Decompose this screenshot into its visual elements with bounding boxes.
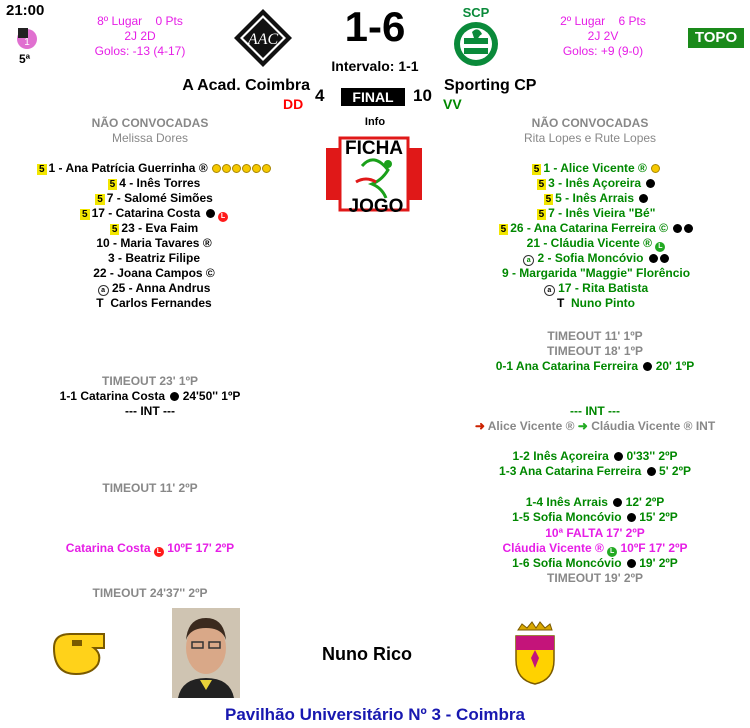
goal-ball-icon — [643, 362, 652, 371]
player-name: 17 - Catarina Costa — [91, 206, 201, 220]
player-name: 25 - Anna Andrus — [111, 281, 211, 295]
competition-badge-icon — [12, 24, 42, 50]
goal-time: 19' 2ºP — [639, 556, 678, 570]
match-status-badge: FINAL — [341, 88, 405, 106]
goal-ball-icon — [647, 467, 656, 476]
away-foul-event: 10ª FALTA 17' 2ºP — [545, 526, 645, 540]
home-interval: --- INT --- — [125, 404, 175, 418]
starter-badge: 5 — [97, 194, 103, 205]
coimbra-city-crest-icon — [512, 620, 558, 686]
card-time: 10ºF 17' 2ºP — [167, 541, 235, 555]
away-record: 2J 2V — [587, 29, 619, 43]
goal-icon — [262, 164, 271, 173]
starter-badge: 5 — [538, 209, 545, 220]
starter-badge: 5 — [500, 224, 507, 235]
home-absent-names: Melissa Dores — [111, 131, 189, 145]
captain-icon: a — [98, 285, 109, 296]
starter-badge: 5 — [545, 194, 552, 205]
home-goals: Golos: -13 (4-17) — [94, 44, 186, 58]
away-goal-1 — [460, 359, 730, 374]
goal-ball-icon — [170, 392, 179, 401]
sporting-crest-icon — [452, 4, 500, 70]
home-points: 0 Pts — [155, 14, 183, 28]
svg-text:AAC: AAC — [247, 31, 279, 48]
coach-icon: T — [96, 296, 104, 310]
away-player-row[interactable] — [456, 176, 736, 191]
away-standing — [540, 14, 666, 59]
away-goal-6 — [460, 556, 730, 571]
ficha-label: FICHA — [344, 138, 404, 159]
goal-ball-icon — [684, 224, 693, 233]
goal-text: 1-5 Sofia Moncóvio — [512, 510, 622, 524]
goal-text: 1-1 Catarina Costa — [59, 389, 166, 403]
player-name: 9 - Margarida "Maggie" Florêncio — [501, 266, 691, 280]
card-player: Cláudia Vicente ® — [502, 541, 604, 555]
coach-icon: T — [557, 296, 565, 310]
match-time: 21:00 — [6, 2, 45, 19]
final-score: 1-6 — [344, 3, 406, 50]
home-player-row[interactable] — [14, 221, 294, 236]
away-player-row[interactable] — [456, 161, 736, 176]
home-goals-total: 4 — [315, 86, 325, 105]
goal-text: 1-4 Inês Arrais — [525, 495, 608, 509]
home-team-name[interactable]: A Acad. Coimbra — [182, 77, 310, 94]
info-label: Info — [364, 116, 386, 128]
away-player-row[interactable] — [456, 206, 736, 221]
away-timeout-1: TIMEOUT 11' 1ºP — [547, 329, 643, 343]
green-card-icon: L — [607, 547, 617, 557]
captain-icon: a — [523, 255, 534, 266]
home-player-row[interactable] — [14, 206, 294, 221]
player-name: 7 - Salomé Simões — [106, 191, 213, 205]
home-goal-1 — [20, 389, 280, 404]
goal-ball-icon — [646, 179, 655, 188]
goal-icon — [212, 164, 221, 173]
home-absent-title: NÃO CONVOCADAS — [91, 116, 209, 130]
starter-badge: 5 — [533, 164, 540, 175]
goal-icon — [222, 164, 231, 173]
player-name: 21 - Cláudia Vicente ® — [526, 236, 652, 250]
green-card-icon: L — [655, 242, 665, 252]
goal-ball-icon — [673, 224, 682, 233]
starter-badge: 5 — [538, 179, 545, 190]
player-name: 1 - Ana Patrícia Guerrinha ® — [48, 161, 208, 175]
away-coach-row[interactable] — [456, 296, 736, 311]
player-name: 10 - Maria Tavares ® — [96, 236, 212, 250]
home-lineup — [14, 161, 294, 311]
starter-badge: 5 — [111, 224, 118, 235]
away-team-name[interactable]: Sporting CP — [444, 77, 537, 94]
goal-icon — [232, 164, 241, 173]
card-time: 10ºF 17' 2ºP — [620, 541, 688, 555]
goal-time: 15' 2ºP — [639, 510, 678, 524]
coach-name: Carlos Fernandes — [110, 296, 212, 310]
goal-ball-icon — [614, 452, 623, 461]
goal-ball-icon — [639, 194, 648, 203]
home-player-row[interactable] — [14, 176, 294, 191]
sub-in-icon: ➜ — [577, 419, 588, 433]
goal-ball-icon — [206, 209, 215, 218]
away-interval: --- INT --- — [570, 404, 620, 418]
player-name: 23 - Eva Faim — [121, 221, 199, 235]
home-timeout-3: TIMEOUT 24'37'' 2ºP — [92, 586, 208, 600]
home-position: 8º Lugar — [97, 14, 143, 28]
home-record: 2J 2D — [124, 29, 156, 43]
home-coach-row[interactable] — [14, 296, 294, 311]
goal-ball-icon — [627, 513, 636, 522]
venue-link[interactable]: Pavilhão Universitário Nº 3 - Coimbra — [224, 705, 525, 724]
home-player-row[interactable] — [14, 281, 294, 296]
away-player-row[interactable] — [456, 191, 736, 206]
goal-time: 20' 1ºP — [655, 359, 695, 373]
referee-name: Nuno Rico — [322, 644, 412, 664]
goal-time: 0'33'' 2ºP — [626, 449, 678, 463]
away-goal-3 — [460, 464, 730, 479]
goal-ball-icon — [649, 254, 658, 263]
svg-text:1: 1 — [24, 37, 30, 48]
away-points: 6 Pts — [618, 14, 646, 28]
away-player-row[interactable] — [456, 266, 736, 281]
home-standing — [80, 14, 200, 59]
player-name: 26 - Ana Catarina Ferreira © — [510, 221, 668, 235]
home-player-row[interactable] — [14, 251, 294, 266]
goal-icon — [651, 164, 660, 173]
goal-time: 12' 2ºP — [625, 495, 665, 509]
referee-photo — [172, 608, 240, 698]
starter-badge: 5 — [109, 179, 116, 190]
top-button[interactable]: TOPO — [688, 28, 744, 48]
home-timeout-1: TIMEOUT 23' 1ºP — [102, 374, 198, 388]
away-player-row[interactable] — [456, 221, 736, 236]
home-card-event — [20, 541, 280, 556]
away-card-event — [460, 541, 730, 556]
jogo-label: JOGO — [348, 196, 404, 217]
red-card-icon: L — [218, 212, 228, 222]
away-goal-2 — [460, 449, 730, 464]
goal-ball-icon — [660, 254, 669, 263]
academica-crest-icon — [233, 8, 293, 68]
starter-badge: 5 — [82, 209, 88, 220]
player-name: 17 - Rita Batista — [558, 281, 649, 295]
player-name: 3 - Inês Açoreira — [548, 176, 642, 190]
away-form-code: VV — [443, 96, 462, 112]
card-player: Catarina Costa — [65, 541, 151, 555]
goal-text: 0-1 Ana Catarina Ferreira — [495, 359, 638, 373]
home-form-code: DD — [283, 96, 304, 112]
away-goals-total: 10 — [413, 86, 432, 105]
home-player-row[interactable] — [14, 266, 294, 281]
sporting-crest-text: SCP — [462, 5, 490, 20]
home-player-row[interactable] — [14, 236, 294, 251]
starter-badge: 5 — [38, 164, 45, 175]
player-name: 3 - Beatriz Filipe — [107, 251, 201, 265]
away-substitution — [450, 419, 740, 434]
away-position: 2º Lugar — [560, 14, 606, 28]
player-name: 4 - Inês Torres — [119, 176, 201, 190]
home-timeout-2: TIMEOUT 11' 2ºP — [102, 481, 198, 495]
away-timeout-3: TIMEOUT 19' 2ºP — [547, 571, 643, 585]
home-player-row[interactable] — [14, 191, 294, 206]
goal-time: 24'50'' 1ºP — [182, 389, 241, 403]
captain-icon: a — [544, 285, 555, 296]
coach-name: Nuno Pinto — [571, 296, 635, 310]
player-name: 7 - Inês Vieira "Bé" — [548, 206, 656, 220]
round-label: 5ª — [19, 52, 31, 66]
away-player-row[interactable] — [456, 236, 736, 251]
goal-text: 1-2 Inês Açoreira — [512, 449, 609, 463]
away-absent-title: NÃO CONVOCADAS — [531, 116, 649, 130]
away-goal-4 — [460, 495, 730, 510]
player-name: 2 - Sofia Moncóvio — [537, 251, 644, 265]
away-goal-5 — [460, 510, 730, 525]
goal-time: 5' 2ºP — [659, 464, 691, 478]
sub-out-player: Alice Vicente ® — [487, 419, 575, 433]
player-name: 1 - Alice Vicente ® — [543, 161, 647, 175]
away-timeout-2: TIMEOUT 18' 1ºP — [547, 344, 643, 358]
player-name: 5 - Inês Arrais — [555, 191, 635, 205]
away-lineup — [456, 161, 736, 311]
away-absent-names: Rita Lopes e Rute Lopes — [523, 131, 657, 145]
ficha-jogo-button[interactable] — [326, 130, 422, 218]
goal-text: 1-3 Ana Catarina Ferreira — [499, 464, 642, 478]
halftime-score: Intervalo: 1-1 — [331, 58, 419, 74]
player-name: 22 - Joana Campos © — [93, 266, 215, 280]
goal-text: 1-6 Sofia Moncóvio — [512, 556, 622, 570]
away-player-row[interactable] — [456, 251, 736, 266]
sub-out-icon: ➜ — [474, 419, 485, 433]
goal-icon — [252, 164, 261, 173]
away-player-row[interactable] — [456, 281, 736, 296]
whistle-icon — [48, 628, 112, 676]
home-player-row[interactable] — [14, 161, 294, 176]
goal-icon — [242, 164, 251, 173]
goal-ball-icon — [627, 559, 636, 568]
away-goals: Golos: +9 (9-0) — [562, 44, 644, 58]
goal-ball-icon — [613, 498, 622, 507]
sub-in-player: Cláudia Vicente ® INT — [591, 419, 716, 433]
red-card-icon: L — [154, 547, 164, 557]
